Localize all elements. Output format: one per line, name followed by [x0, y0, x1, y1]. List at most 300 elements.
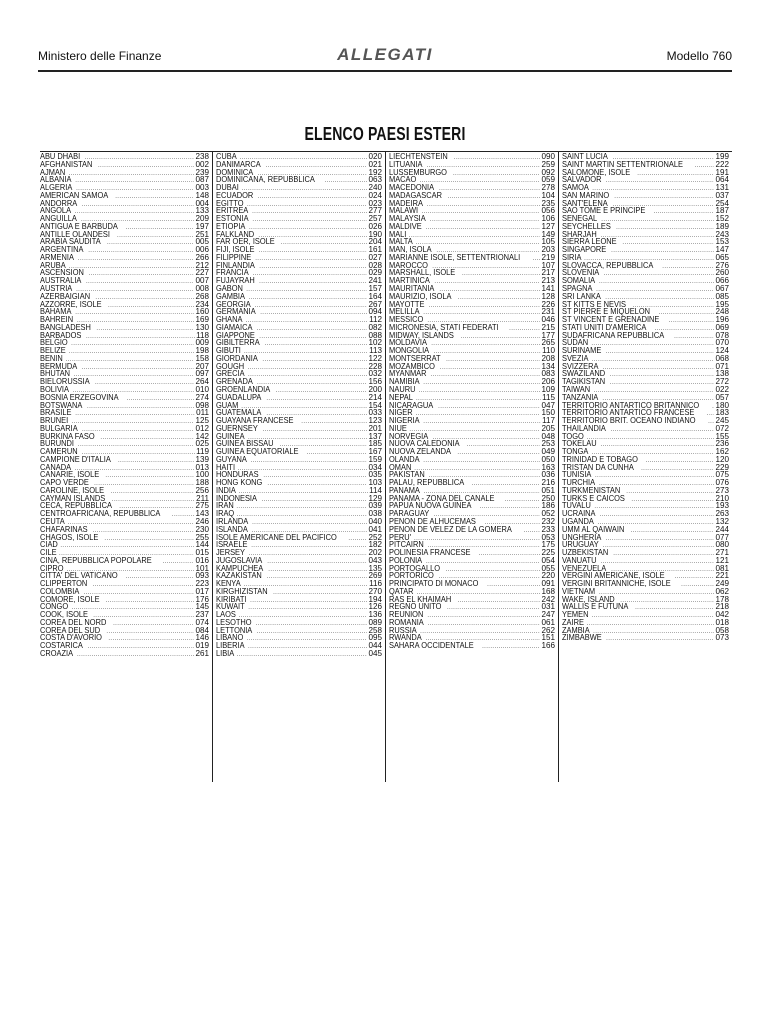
dot-leader: [439, 186, 540, 192]
country-row: [216, 425, 382, 433]
country-name: GIBILTERRA: [216, 339, 260, 348]
country-code: 036: [541, 471, 555, 480]
country-row: [216, 293, 382, 301]
dot-leader: [75, 209, 195, 215]
dot-leader: [604, 271, 715, 277]
dot-leader: [71, 341, 194, 347]
country-code: 129: [368, 494, 382, 503]
country-code: 017: [195, 587, 209, 596]
dot-leader: [592, 186, 714, 192]
country-name: MALTA: [389, 238, 413, 247]
country-name: CILE: [40, 549, 57, 557]
country-code: 012: [195, 424, 209, 433]
country-row: [40, 363, 209, 371]
dot-leader: [631, 497, 714, 503]
country-row: [216, 285, 382, 293]
country-code: 119: [196, 448, 209, 456]
country-name: GABON: [216, 285, 243, 293]
country-name: JERSEY: [216, 549, 245, 557]
country-name: ARGENTINA: [40, 246, 84, 254]
dot-leader: [301, 419, 367, 425]
country-name: BELIZE: [40, 347, 66, 355]
dot-leader: [126, 225, 195, 231]
dot-leader: [105, 473, 194, 479]
country-name: MALAWI: [389, 207, 419, 216]
country-name: BHUTAN: [40, 370, 71, 379]
country-row: [40, 565, 209, 573]
country-row: [40, 176, 209, 184]
dot-leader: [611, 248, 714, 254]
country-row: [216, 417, 382, 425]
dot-leader: [251, 543, 367, 549]
country-row: [562, 184, 729, 192]
dot-leader: [250, 598, 367, 604]
country-name: CANARIE, ISOLE: [40, 471, 100, 480]
dot-leader: [77, 318, 195, 324]
page-title: ELENCO PAESI ESTERI: [304, 124, 466, 144]
country-code: 049: [541, 448, 555, 456]
country-name: ERITREA: [216, 207, 249, 216]
dot-leader: [616, 225, 714, 231]
country-name: CHAGOS, ISOLE: [40, 533, 99, 542]
dot-leader: [88, 248, 194, 254]
country-row: [40, 642, 209, 650]
country-row: [562, 456, 729, 464]
country-code: 160: [195, 308, 209, 317]
country-row: [562, 479, 729, 487]
country-code: 167: [368, 448, 382, 456]
dot-leader: [325, 178, 368, 184]
country-row: [40, 269, 209, 277]
country-row: [562, 619, 729, 627]
country-row: [216, 184, 382, 192]
country-code: 237: [195, 611, 209, 619]
country-row: [389, 246, 555, 254]
dot-leader: [78, 256, 195, 262]
country-row: [562, 363, 729, 371]
country-row: [40, 238, 209, 246]
country-name: AZERBAIGIAN: [40, 292, 91, 301]
country-name: TURCHIA: [562, 479, 596, 487]
country-name: CEUTA: [40, 517, 65, 526]
dot-leader: [262, 427, 367, 433]
dot-leader: [74, 372, 195, 378]
country-name: COLOMBIA: [40, 587, 80, 596]
dot-leader: [244, 349, 368, 355]
dot-leader: [448, 194, 541, 200]
dot-leader: [76, 287, 194, 293]
dot-leader: [427, 202, 541, 208]
country-code: 273: [715, 486, 729, 495]
country-row: [562, 409, 729, 417]
dot-leader: [263, 473, 367, 479]
dot-leader: [606, 636, 714, 642]
country-code: 098: [195, 401, 209, 410]
country-code: 230: [195, 525, 209, 534]
country-name: TOKELAU: [562, 440, 597, 449]
dot-leader: [426, 225, 541, 231]
dot-leader: [259, 264, 367, 270]
country-name: ARMENIA: [40, 253, 74, 262]
dot-leader: [423, 310, 540, 316]
dot-leader: [610, 380, 715, 386]
country-code: 148: [195, 191, 209, 200]
country-row: [562, 192, 729, 200]
country-code: 118: [196, 331, 209, 340]
country-code: 196: [715, 316, 729, 324]
country-row: [216, 611, 382, 619]
country-row: [216, 526, 382, 534]
country-row: [216, 433, 382, 441]
dot-leader: [248, 365, 368, 371]
dot-leader: [472, 481, 541, 487]
country-name: MAROCCO: [389, 261, 428, 270]
dot-leader: [610, 372, 715, 378]
country-code: 276: [715, 261, 729, 270]
country-name: BIELORUSSIA: [40, 378, 90, 386]
country-row: [562, 541, 729, 549]
dot-leader: [115, 194, 194, 200]
dot-leader: [434, 279, 540, 285]
country-name: TERRITORIO ANTARTICO FRANCESE: [562, 409, 695, 418]
country-name: PANAMA: [389, 486, 420, 495]
country-code: 182: [368, 541, 382, 550]
dot-leader: [248, 644, 367, 650]
country-row: [562, 565, 729, 573]
country-row: [216, 642, 382, 650]
country-name: ALGERIA: [40, 184, 73, 192]
country-name: NIUE: [389, 424, 407, 433]
country-code: 175: [541, 541, 555, 550]
country-code: 055: [541, 564, 555, 573]
country-code: 021: [368, 160, 382, 169]
country-name: COSTA D'AVORIO: [40, 634, 102, 643]
country-row: [216, 510, 382, 518]
dot-leader: [416, 240, 541, 246]
country-name: NICARAGUA: [389, 401, 434, 410]
country-code: 164: [368, 292, 382, 301]
country-row: [216, 262, 382, 270]
dot-leader: [348, 536, 367, 542]
country-code: 159: [368, 455, 382, 464]
dot-leader: [108, 636, 194, 642]
country-name: TRINIDAD E TOBAGO: [562, 455, 638, 464]
country-code: 029: [368, 269, 382, 278]
country-name: MAN, ISOLA: [389, 246, 432, 254]
country-name: NAMIBIA: [389, 378, 420, 386]
country-row: [216, 363, 382, 371]
country-name: GRENADA: [216, 378, 253, 386]
country-code: 208: [541, 354, 555, 363]
country-code: 072: [715, 424, 729, 433]
country-name: INDIA: [216, 486, 236, 495]
country-row: [40, 332, 209, 340]
country-row: [389, 440, 555, 448]
dot-leader: [420, 629, 540, 635]
country-code: 128: [541, 292, 555, 301]
country-row: [562, 464, 729, 472]
country-code: 053: [541, 533, 555, 542]
country-code: 234: [195, 300, 209, 309]
country-code: 035: [368, 471, 382, 480]
country-code: 277: [368, 207, 382, 216]
country-name: GIORDANIA: [216, 354, 258, 363]
dot-leader: [281, 240, 368, 246]
country-code: 193: [715, 502, 729, 511]
dot-leader: [246, 287, 367, 293]
country-name: EGITTO: [216, 199, 244, 208]
country-row: [389, 355, 555, 363]
country-row: [389, 238, 555, 246]
dot-leader: [66, 357, 195, 363]
country-code: 103: [368, 479, 382, 487]
country-row: [562, 572, 729, 580]
country-row: [40, 456, 209, 464]
dot-leader: [431, 341, 540, 347]
country-name: PALAU, REPUBBLICA: [389, 479, 465, 487]
country-code: 024: [368, 191, 382, 200]
dot-leader: [273, 590, 367, 596]
country-name: UCRAINA: [562, 510, 596, 518]
dot-leader: [86, 334, 195, 340]
dot-leader: [126, 396, 194, 402]
country-row: [562, 386, 729, 394]
country-name: ANDORRA: [40, 199, 78, 208]
dot-leader: [601, 233, 715, 239]
country-code: 037: [715, 191, 729, 200]
country-row: [562, 316, 729, 324]
country-name: IRAN: [216, 502, 234, 511]
dot-leader: [253, 271, 368, 277]
country-row: [216, 487, 382, 495]
country-name: MALAYSIA: [389, 215, 426, 223]
dot-leader: [447, 605, 541, 611]
country-name: UZBEKISTAN: [562, 549, 609, 557]
country-row: [216, 495, 382, 503]
dot-leader: [82, 427, 195, 433]
dot-leader: [416, 396, 541, 402]
country-row: [40, 619, 209, 627]
country-code: 204: [368, 238, 382, 247]
country-row: [40, 192, 209, 200]
dot-leader: [480, 504, 541, 510]
country-row: [40, 471, 209, 479]
country-name: ST PIERRE E MIQUELON: [562, 308, 651, 317]
dot-leader: [95, 380, 195, 386]
country-row: [389, 588, 555, 596]
country-name: TURKMENISTAN: [562, 486, 621, 495]
country-row: [562, 526, 729, 534]
country-row: [389, 363, 555, 371]
country-row: [389, 557, 555, 565]
country-row: [40, 495, 209, 503]
country-row: [40, 603, 209, 611]
dot-leader: [118, 458, 195, 464]
dot-leader: [462, 271, 541, 277]
dot-leader: [106, 598, 195, 604]
country-name: RAS EL KHAIMAH: [389, 595, 452, 604]
country-code: 227: [195, 269, 209, 278]
country-code: 050: [541, 455, 555, 464]
dot-leader: [81, 365, 194, 371]
country-row: [562, 347, 729, 355]
country-name: HAITI: [216, 463, 236, 472]
country-name: LIBERIA: [216, 642, 245, 650]
country-name: IRLANDA: [216, 517, 249, 526]
country-code: 040: [368, 517, 382, 526]
country-row: [389, 526, 555, 534]
country-code: 136: [368, 611, 382, 619]
country-name: CENTROAFRICANA, REPUBBLICA: [40, 510, 161, 518]
country-name: LITUANIA: [389, 160, 423, 169]
country-row: [389, 456, 555, 464]
country-code: 255: [195, 533, 209, 542]
country-code: 065: [715, 253, 729, 262]
dot-leader: [482, 644, 540, 650]
country-row: [562, 161, 729, 169]
country-name: GUAM: [216, 401, 239, 410]
country-row: [216, 308, 382, 316]
dot-leader: [257, 380, 367, 386]
dot-leader: [414, 466, 540, 472]
country-code: 269: [368, 572, 382, 581]
country-name: THAILANDIA: [562, 424, 606, 433]
country-name: FUJAYRAH: [216, 277, 255, 286]
country-code: 034: [368, 463, 382, 472]
country-code: 132: [715, 517, 729, 526]
dot-leader: [675, 574, 715, 580]
country-row: [562, 246, 729, 254]
country-code: 275: [195, 502, 209, 511]
country-row: [216, 565, 382, 573]
country-code: 011: [196, 409, 209, 418]
country-name: PENON DE VELEZ DE LA GOMERA: [389, 525, 512, 534]
dot-leader: [249, 225, 368, 231]
country-row: [216, 347, 382, 355]
dot-leader: [423, 458, 540, 464]
dot-leader: [69, 264, 195, 270]
country-code: 127: [541, 222, 555, 231]
country-row: [562, 223, 729, 231]
country-name: ANTIGUA E BARBUDA: [40, 222, 118, 231]
country-name: FINLANDIA: [216, 261, 255, 270]
country-code: 052: [541, 510, 555, 518]
country-name: AUSTRALIA: [40, 277, 82, 286]
country-row: [216, 277, 382, 285]
dot-leader: [60, 543, 194, 549]
country-name: CIAD: [40, 541, 58, 550]
country-code: 135: [368, 564, 382, 573]
country-code: 087: [195, 176, 209, 185]
country-name: MARIANNE ISOLE, SETTENTRIONALI: [389, 253, 521, 262]
country-name: FRANCIA: [216, 269, 249, 278]
country-code: 067: [715, 285, 729, 293]
country-name: MARTINICA: [389, 277, 430, 286]
country-code: 146: [195, 634, 209, 643]
dot-leader: [89, 271, 195, 277]
country-code: 041: [368, 525, 382, 534]
dot-leader: [93, 613, 194, 619]
country-name: ETIOPIA: [216, 222, 246, 231]
country-name: AFGHANISTAN: [40, 160, 93, 169]
country-code: 233: [541, 525, 555, 534]
country-name: CINA, REPUBBLICA POPOLARE: [40, 556, 152, 565]
dot-leader: [622, 240, 714, 246]
country-name: COMORE, ISOLE: [40, 595, 100, 604]
country-code: 078: [715, 331, 729, 340]
country-name: VERGINI BRITANNICHE, ISOLE: [562, 580, 671, 588]
country-name: SAO TOME E PRINCIPE: [562, 207, 646, 216]
country-code: 073: [715, 634, 729, 643]
country-name: GUAYANA FRANCESE: [216, 417, 294, 425]
country-row: [562, 215, 729, 223]
country-name: BOSNIA ERZEGOVINA: [40, 393, 119, 402]
dot-leader: [125, 574, 194, 580]
country-name: VENEZUELA: [562, 564, 607, 573]
country-code: 274: [195, 393, 209, 402]
dot-leader: [100, 435, 194, 441]
country-name: PAPUA NUOVA GUINEA: [389, 502, 472, 511]
dot-leader: [268, 567, 367, 573]
dot-leader: [669, 318, 715, 324]
country-name: ARUBA: [40, 261, 66, 270]
country-code: 225: [541, 549, 555, 557]
country-code: 253: [541, 440, 555, 449]
country-row: [562, 440, 729, 448]
page-header: [38, 44, 732, 72]
country-row: [40, 433, 209, 441]
country-row: [40, 246, 209, 254]
country-name: BARBADOS: [40, 331, 82, 340]
country-code: 264: [195, 378, 209, 386]
country-row: [389, 541, 555, 549]
country-code: 161: [368, 246, 382, 254]
dot-leader: [454, 155, 541, 161]
country-code: 199: [715, 153, 729, 161]
country-name: ZAIRE: [562, 618, 584, 627]
country-code: 134: [541, 362, 555, 371]
country-name: PERU': [389, 533, 412, 542]
country-code: 168: [541, 587, 555, 596]
country-row: [389, 332, 555, 340]
country-code: 216: [541, 479, 555, 487]
dot-leader: [599, 279, 715, 285]
country-row: [389, 339, 555, 347]
country-row: [389, 549, 555, 557]
country-name: GUADALUPA: [216, 393, 262, 402]
country-name: GUINEA: [216, 432, 245, 441]
country-code: 186: [541, 502, 555, 511]
country-name: URUGUAY: [562, 541, 599, 550]
country-row: [216, 479, 382, 487]
dot-leader: [533, 256, 541, 262]
dot-leader: [172, 512, 195, 518]
country-column-1: [40, 152, 213, 782]
dot-leader: [98, 163, 195, 169]
country-code: 156: [368, 378, 382, 386]
country-row: [40, 207, 209, 215]
country-name: KAMPUCHEA: [216, 564, 264, 573]
country-name: FAR OER, ISOLE: [216, 238, 275, 247]
country-row: [562, 588, 729, 596]
country-row: [562, 487, 729, 495]
country-name: BANGLADESH: [40, 323, 91, 332]
country-row: [40, 200, 209, 208]
dot-leader: [251, 458, 368, 464]
dot-leader: [594, 504, 714, 510]
country-code: 022: [715, 385, 729, 394]
dot-leader: [429, 303, 541, 309]
